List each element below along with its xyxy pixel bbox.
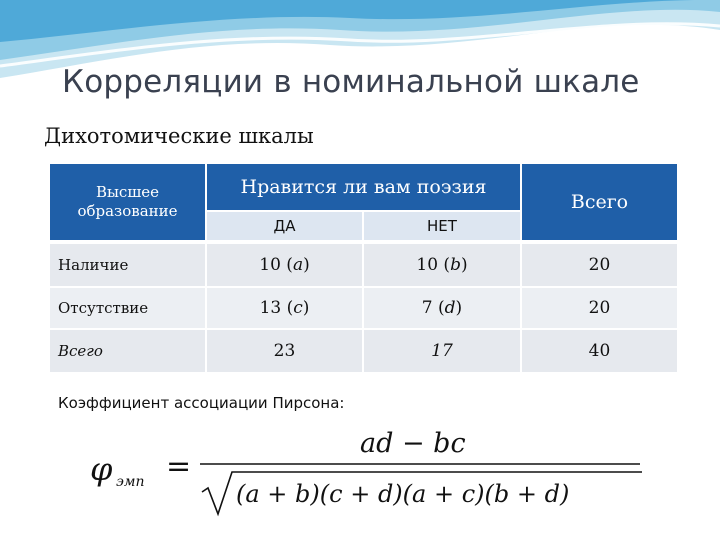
cell-paren: ) [460,255,468,275]
cell-total-total [522,330,677,372]
cell-presence-yes [207,244,362,286]
formula-numerator: ad − bc [360,428,466,459]
cell-total-no [364,330,520,372]
cell-paren: ) [302,298,310,318]
cell-value: 20 [588,298,611,318]
cell-total-yes [207,330,362,372]
cell-value: 10 ( [259,255,293,275]
cell-variable: c [293,298,303,318]
cell-value: 17 [431,341,453,361]
cell-absence-no [364,288,520,328]
cell-variable: b [450,255,461,275]
formula-equals: = [166,449,192,484]
cell-value: 23 [273,341,296,361]
corner-header-text: Высшее образование [77,183,178,220]
cell-value: 40 [588,341,611,361]
slide-subtitle: Дихотомические шкалы [44,124,314,148]
group-header-cell [207,164,520,210]
formula-lhs-subscript: эмп [116,474,145,490]
pearson-formula [80,418,660,528]
cell-value: 13 ( [259,298,294,318]
col-yes-label: ДА [273,217,296,235]
col-no-label: НЕТ [427,217,457,235]
cell-paren: ) [455,298,463,318]
subheader-yes [207,212,362,240]
cell-presence-no [364,244,520,286]
row-label-text: Наличие [58,256,129,274]
row-label-presence [50,244,205,286]
cell-presence-total [522,244,677,286]
subheader-no [364,212,520,240]
slide-title: Корреляции в номинальной шкале [62,64,640,100]
total-header-text: Всего [570,191,629,213]
cell-absence-yes [207,288,362,328]
row-label-text: Отсутствие [58,299,149,317]
total-header-cell [522,164,677,240]
cell-paren: ) [303,255,310,275]
row-label-absence [50,288,205,328]
header-corner-cell [50,164,205,240]
formula-denominator: (a + b)(c + d)(a + c)(b + d) [236,480,570,508]
formula-label: Коэффициент ассоциации Пирсона: [58,394,345,412]
formula-lhs: φ [90,450,113,488]
row-label-total [50,330,205,372]
group-header-text: Нравится ли вам поэзия [240,176,487,198]
cell-absence-total [522,288,677,328]
cell-value: 7 ( [421,298,445,318]
cell-value: 20 [588,255,611,275]
row-label-text: Всего [58,342,103,360]
cell-variable: a [292,255,304,275]
cell-value: 10 ( [416,255,451,275]
cell-variable: d [444,298,456,318]
